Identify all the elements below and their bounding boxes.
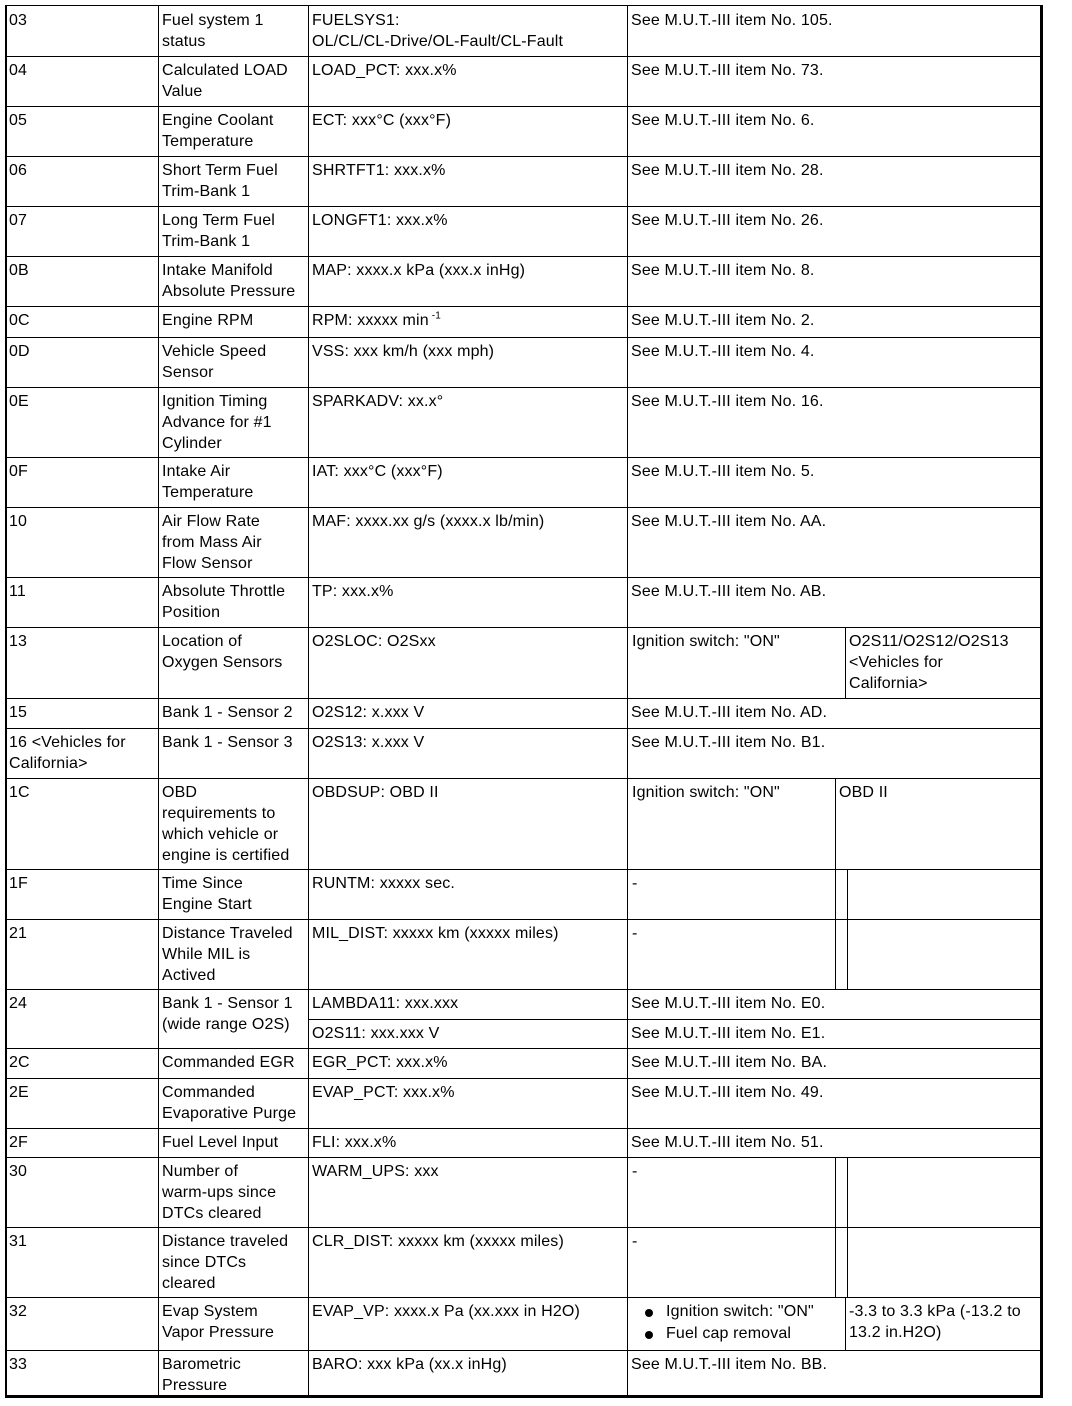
item-cell: Short Term Fuel Trim-Bank 1	[162, 162, 278, 200]
condition-cell: Ignition switch: "ON"	[632, 633, 780, 650]
data-cell: EGR_PCT: xxx.x%	[312, 1054, 448, 1071]
pid-cell: 05	[9, 112, 28, 129]
item-cell: Distance Traveled While MIL is Actived	[162, 925, 293, 984]
value-cell: O2S11/O2S12/O2S13 <Vehicles for California>	[849, 633, 1009, 692]
pid-cell: 07	[9, 212, 28, 229]
pid-cell: 33	[9, 1356, 28, 1373]
item-cell: Fuel system 1 status	[162, 12, 264, 50]
row-divider	[6, 577, 1040, 578]
item-cell: Commanded EGR	[162, 1054, 295, 1071]
bullet-icon	[645, 1331, 653, 1339]
reference-cell: See M.U.T.-III item No. B1.	[631, 734, 826, 751]
pid-cell: 1F	[9, 875, 28, 892]
pid-cell: 15	[9, 704, 28, 721]
item-cell: Air Flow Rate from Mass Air Flow Sensor	[162, 513, 262, 572]
pid-cell: 11	[9, 583, 26, 600]
data-cell: SHRTFT1: xxx.x%	[312, 162, 446, 179]
reference-cell: See M.U.T.-III item No. 4.	[631, 343, 815, 360]
column-divider	[158, 6, 159, 1398]
row-divider	[6, 507, 1040, 508]
pid-cell: 0B	[9, 262, 29, 279]
bullet-icon	[645, 1309, 653, 1317]
data-cell: MAF: xxxx.xx g/s (xxxx.x lb/min)	[312, 513, 545, 530]
data-cell: CLR_DIST: xxxxx km (xxxxx miles)	[312, 1233, 564, 1250]
reference-cell: See M.U.T.-III item No. 105.	[631, 12, 833, 29]
data-cell: IAT: xxx°C (xxx°F)	[312, 463, 443, 480]
reference-cell: See M.U.T.-III item No. 51.	[631, 1134, 824, 1151]
row-divider	[6, 306, 1040, 307]
reference-cell: See M.U.T.-III item No. AB.	[631, 583, 827, 600]
reference-cell: See M.U.T.-III item No. 5.	[631, 463, 815, 480]
data-cell: LOAD_PCT: xxx.x%	[312, 62, 457, 79]
item-cell: Intake Air Temperature	[162, 463, 254, 501]
row-divider	[6, 1128, 1040, 1129]
row-divider	[6, 156, 1040, 157]
item-cell: Vehicle Speed Sensor	[162, 343, 267, 381]
row-divider	[6, 387, 1040, 388]
row-divider	[6, 778, 1040, 779]
column-divider	[308, 6, 309, 1398]
pid-cell: 21	[9, 925, 28, 942]
data-cell: TP: xxx.x%	[312, 583, 394, 600]
row-divider	[6, 869, 1040, 870]
reference-cell: See M.U.T.-III item No. 2.	[631, 312, 815, 329]
pid-cell: 2E	[9, 1084, 29, 1101]
item-cell: Bank 1 - Sensor 3	[162, 734, 293, 751]
row-divider	[6, 1297, 1040, 1298]
column-divider	[835, 1157, 836, 1227]
reference-cell: See M.U.T.-III item No. 49.	[631, 1084, 824, 1101]
data-cell: VSS: xxx km/h (xxx mph)	[312, 343, 495, 360]
sub-row-divider	[308, 1019, 1040, 1020]
row-divider	[6, 337, 1040, 338]
data-cell: MAP: xxxx.x kPa (xxx.x inHg)	[312, 262, 526, 279]
data-cell: LONGFT1: xxx.x%	[312, 212, 448, 229]
data-cell: EVAP_PCT: xxx.x%	[312, 1084, 455, 1101]
condition-cell: Ignition switch: "ON"	[632, 784, 780, 801]
data-cell: FUELSYS1: OL/CL/CL-Drive/OL-Fault/CL-Fault	[312, 12, 564, 50]
pid-cell: 30	[9, 1163, 28, 1180]
row-divider	[6, 1350, 1040, 1351]
row-divider	[6, 698, 1040, 699]
item-cell: Evap System Vapor Pressure	[162, 1303, 275, 1341]
pid-cell: 04	[9, 62, 28, 79]
condition-item: Ignition switch: "ON"	[666, 1303, 814, 1320]
item-cell: OBD requirements to which vehicle or engine is certified	[162, 784, 290, 864]
condition-cell: -	[632, 1233, 638, 1250]
pid-cell: 0E	[9, 393, 29, 410]
pid-cell: 1C	[9, 784, 30, 801]
item-cell: Engine RPM	[162, 312, 254, 329]
column-divider	[835, 869, 836, 919]
reference-cell: See M.U.T.-III item No. 6.	[631, 112, 815, 129]
value-cell: -3.3 to 3.3 kPa (-13.2 to 13.2 in.H2O)	[849, 1303, 1021, 1341]
pid-cell: 03	[9, 12, 28, 29]
pid-cell: 06	[9, 162, 28, 179]
column-divider	[835, 919, 836, 989]
data-cell: O2SLOC: O2Sxx	[312, 633, 436, 650]
pid-cell: 2C	[9, 1054, 30, 1071]
condition-cell: -	[632, 925, 638, 942]
row-divider	[6, 1048, 1040, 1049]
superscript: -1	[428, 310, 441, 322]
data-cell: MIL_DIST: xxxxx km (xxxxx miles)	[312, 925, 559, 942]
column-divider	[627, 6, 628, 1398]
column-divider	[835, 778, 836, 869]
data-cell: RUNTM: xxxxx sec.	[312, 875, 455, 892]
pid-cell: 32	[9, 1303, 28, 1320]
data-cell: O2S12: x.xxx V	[312, 704, 425, 721]
item-cell: Ignition Timing Advance for #1 Cylinder	[162, 393, 272, 452]
item-cell: Location of Oxygen Sensors	[162, 633, 283, 671]
value-cell: OBD II	[839, 784, 888, 801]
row-divider	[6, 1157, 1040, 1158]
data-cell: RPM: xxxxx min $^{-1}$	[312, 310, 441, 329]
data-cell: O2S13: x.xxx V	[312, 734, 425, 751]
data-cell: OBDSUP: OBD II	[312, 784, 439, 801]
row-divider	[6, 1078, 1040, 1079]
pid-cell: 24	[9, 995, 28, 1012]
row-divider	[6, 457, 1040, 458]
item-cell: Intake Manifold Absolute Pressure	[162, 262, 296, 300]
pid-cell: 10	[9, 513, 28, 530]
row-divider	[6, 56, 1040, 57]
pid-cell: 0F	[9, 463, 28, 480]
reference-cell: See M.U.T.-III item No. BA.	[631, 1054, 828, 1071]
row-divider	[6, 728, 1040, 729]
reference-cell: See M.U.T.-III item No. BB.	[631, 1356, 828, 1373]
reference-cell: See M.U.T.-III item No. E0.	[631, 995, 826, 1012]
row-divider	[6, 256, 1040, 257]
reference-cell: See M.U.T.-III item No. 73.	[631, 62, 824, 79]
item-cell: Bank 1 - Sensor 1 (wide range O2S)	[162, 995, 293, 1033]
data-cell: BARO: xxx kPa (xx.x inHg)	[312, 1356, 507, 1373]
reference-cell: See M.U.T.-III item No. 8.	[631, 262, 815, 279]
column-divider	[847, 1227, 848, 1297]
item-cell: Engine Coolant Temperature	[162, 112, 274, 150]
item-cell: Long Term Fuel Trim-Bank 1	[162, 212, 275, 250]
data-cell: LAMBDA11: xxx.xxx	[312, 995, 459, 1012]
data-cell: ECT: xxx°C (xxx°F)	[312, 112, 452, 129]
item-cell: Time Since Engine Start	[162, 875, 252, 913]
condition-cell: -	[632, 875, 638, 892]
column-divider	[847, 919, 848, 989]
column-divider	[835, 1227, 836, 1297]
pid-cell: 0D	[9, 343, 30, 360]
condition-cell: -	[632, 1163, 638, 1180]
row-divider	[6, 627, 1040, 628]
item-cell: Barometric Pressure	[162, 1356, 241, 1394]
column-divider	[847, 1157, 848, 1227]
row-divider	[6, 206, 1040, 207]
reference-cell: See M.U.T.-III item No. E1.	[631, 1025, 826, 1042]
pid-cell: 0C	[9, 312, 30, 329]
condition-item: Fuel cap removal	[666, 1325, 792, 1342]
row-divider	[6, 1227, 1040, 1228]
reference-cell: See M.U.T.-III item No. 26.	[631, 212, 824, 229]
row-divider	[6, 106, 1040, 107]
row-divider	[6, 989, 1040, 990]
data-cell: WARM_UPS: xxx	[312, 1163, 439, 1180]
pid-cell: 31	[9, 1233, 28, 1250]
reference-cell: See M.U.T.-III item No. AA.	[631, 513, 827, 530]
reference-cell: See M.U.T.-III item No. 28.	[631, 162, 824, 179]
item-cell: Commanded Evaporative Purge	[162, 1084, 297, 1122]
column-divider	[845, 1297, 846, 1350]
item-cell: Bank 1 - Sensor 2	[162, 704, 293, 721]
column-divider	[847, 869, 848, 919]
data-cell: SPARKADV: xx.x°	[312, 393, 444, 410]
pid-cell: 2F	[9, 1134, 28, 1151]
pid-cell: 16 <Vehicles for California>	[9, 734, 126, 772]
item-cell: Number of warm-ups since DTCs cleared	[162, 1163, 277, 1222]
reference-cell: See M.U.T.-III item No. AD.	[631, 704, 828, 721]
data-cell: FLI: xxx.x%	[312, 1134, 397, 1151]
pid-cell: 13	[9, 633, 28, 650]
reference-cell: See M.U.T.-III item No. 16.	[631, 393, 824, 410]
column-divider	[845, 627, 846, 698]
row-divider	[6, 919, 1040, 920]
item-cell: Absolute Throttle Position	[162, 583, 286, 621]
table-border	[5, 5, 1043, 1398]
item-cell: Calculated LOAD Value	[162, 62, 288, 100]
item-cell: Fuel Level Input	[162, 1134, 279, 1151]
data-cell: O2S11: xxx.xxx V	[312, 1025, 440, 1042]
data-cell: EVAP_VP: xxxx.x Pa (xx.xxx in H2O)	[312, 1303, 580, 1320]
item-cell: Distance traveled since DTCs cleared	[162, 1233, 289, 1292]
